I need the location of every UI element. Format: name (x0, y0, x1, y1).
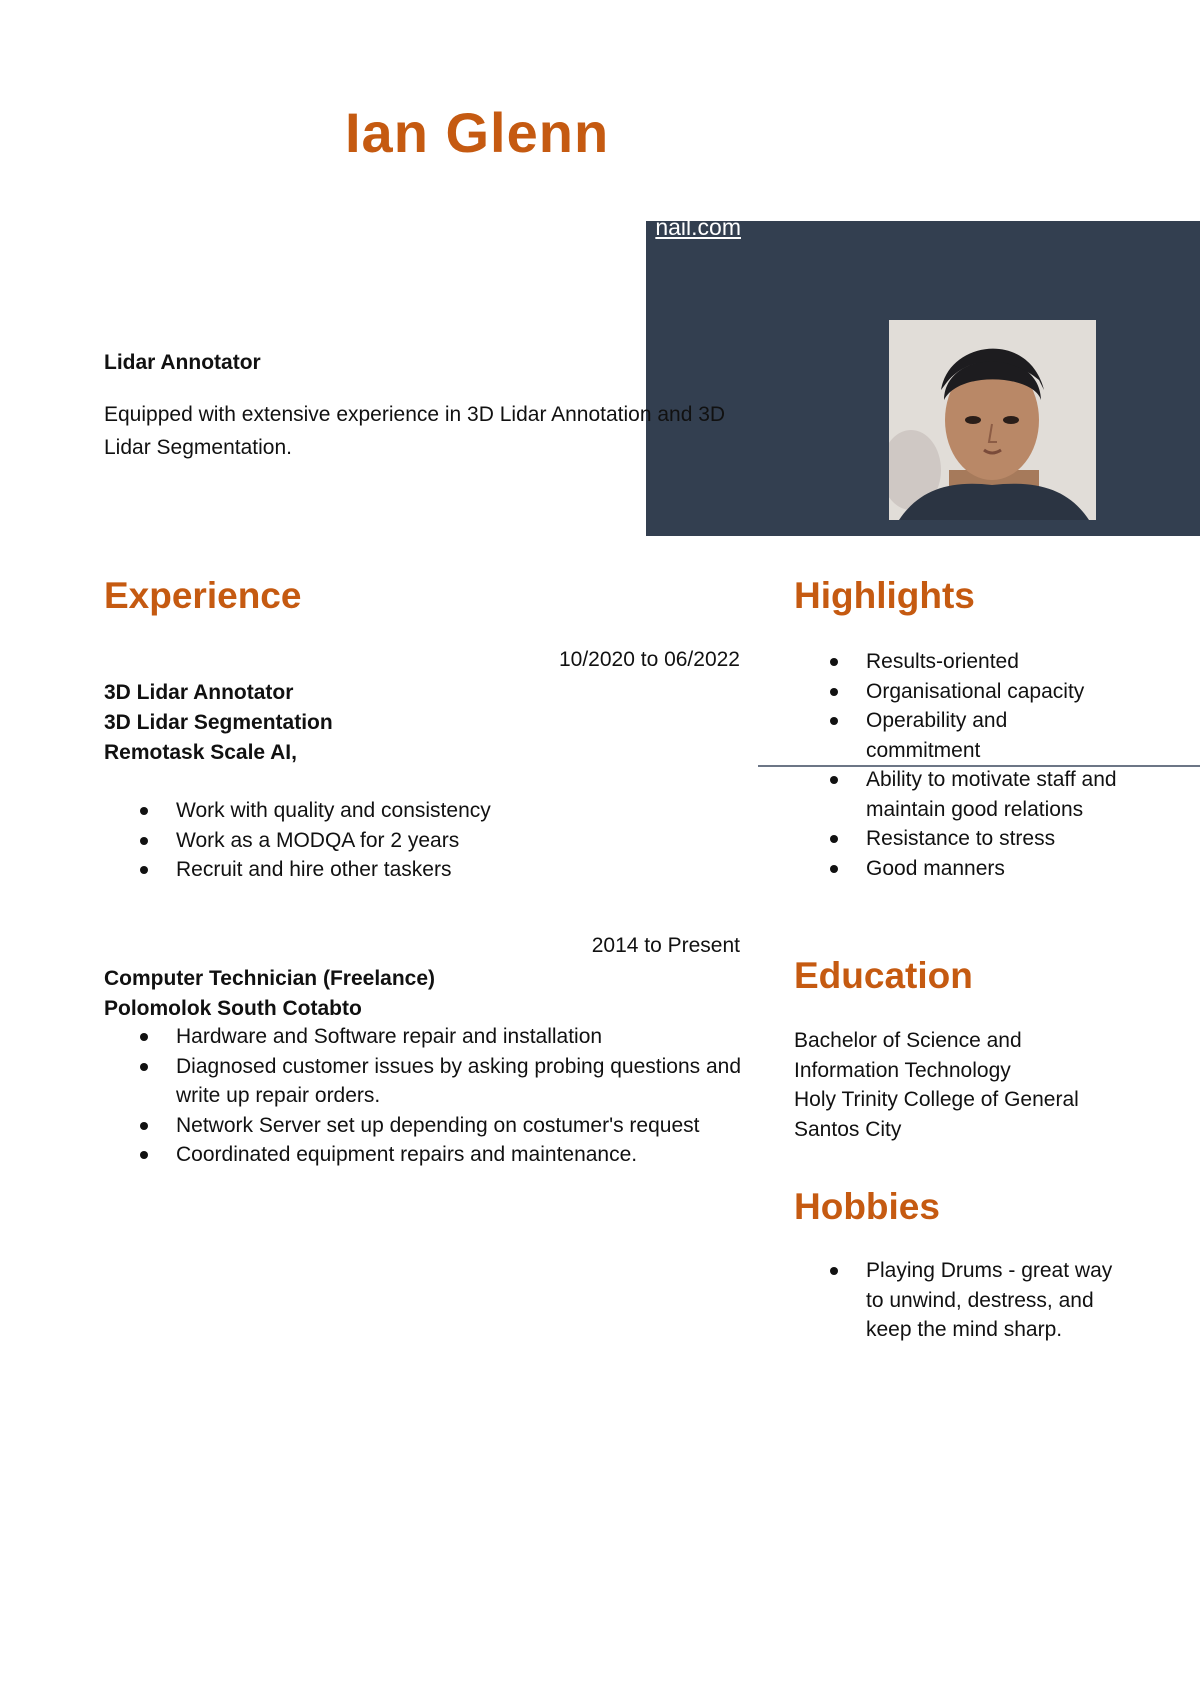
list-item: Work with quality and consistency (104, 796, 744, 826)
education-degree: Bachelor of Science and Information Technology (794, 1029, 1022, 1082)
list-item: Recruit and hire other taskers (104, 855, 744, 885)
hobbies-list (794, 1256, 1134, 1345)
list-item: Operability and commitment (794, 706, 1124, 765)
resume-name: Ian Glenn (345, 101, 610, 164)
list-item: Ability to motivate staff and maintain good relations (794, 765, 1124, 824)
job-1-date: 10/2020 to 06/2022 (558, 648, 740, 671)
job-1-company: Remotask Scale AI, (104, 741, 297, 764)
highlights-heading: Highlights (794, 575, 975, 616)
list-item: Playing Drums - great way to unwind, destress, and keep the mind sharp. (794, 1256, 1134, 1345)
job-2-location: Polomolok South Cotabto (104, 997, 362, 1020)
education-school: Holy Trinity College of General Santos City (794, 1088, 1079, 1141)
job-1-bullets (104, 796, 744, 885)
job-title: Lidar Annotator (104, 351, 261, 374)
experience-heading: Experience (104, 575, 302, 616)
list-item: Organisational capacity (794, 677, 1124, 707)
portrait-image (889, 320, 1096, 520)
job-2-title: Computer Technician (Freelance) (104, 967, 436, 990)
list-item: Results-oriented (794, 647, 1124, 677)
list-item: Work as a MODQA for 2 years (104, 826, 744, 856)
divider-line (758, 765, 1200, 767)
job-1-subtitle: 3D Lidar Segmentation (104, 711, 333, 734)
list-item: Resistance to stress (794, 824, 1124, 854)
job-2-bullets (104, 1022, 744, 1170)
email-link[interactable]: nail.com (655, 214, 741, 240)
job-2-details (104, 964, 435, 1024)
list-item: Coordinated equipment repairs and maintenance. (104, 1140, 744, 1170)
list-item: Network Server set up depending on costumer's request (104, 1111, 744, 1141)
summary-text: Equipped with extensive experience in 3D Lidar Annotation and 3D Lidar Segmentation. (104, 403, 726, 459)
job-1-details (104, 678, 333, 768)
hobbies-heading: Hobbies (794, 1186, 940, 1227)
list-item: Diagnosed customer issues by asking probing questions and write up repair orders. (104, 1052, 744, 1111)
profile-photo (889, 320, 1096, 520)
job-2-date: 2014 to Present (591, 934, 740, 957)
job-1-title: 3D Lidar Annotator (104, 681, 294, 704)
list-item: Good manners (794, 854, 1124, 884)
education-heading: Education (794, 955, 973, 996)
list-item: Hardware and Software repair and installation (104, 1022, 744, 1052)
